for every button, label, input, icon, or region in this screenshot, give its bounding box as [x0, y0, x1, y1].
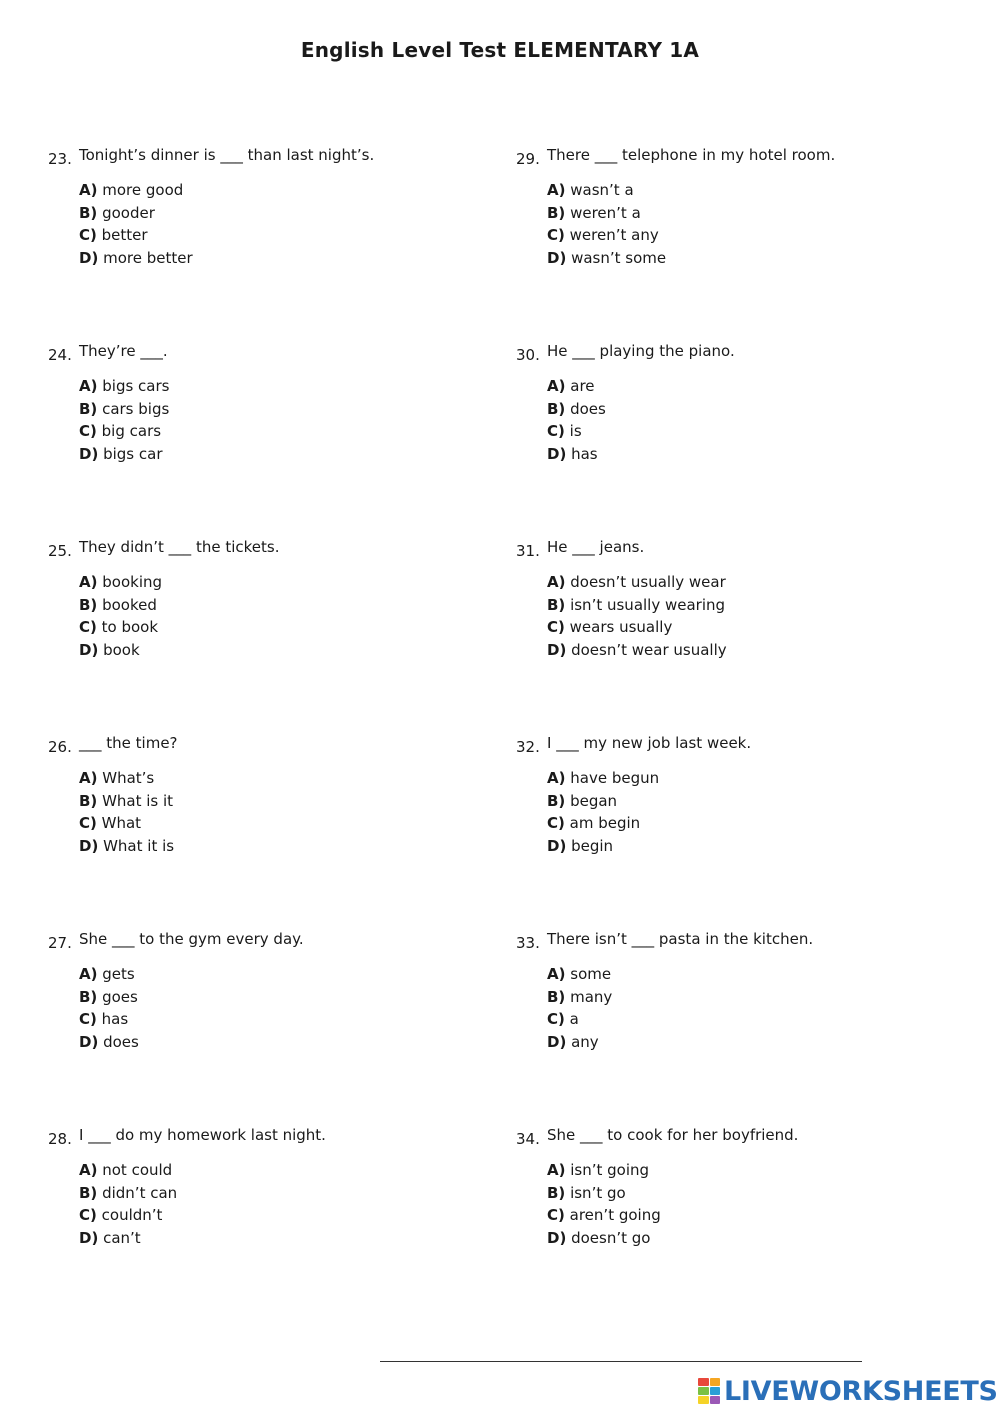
- option-label: am begin: [569, 814, 641, 833]
- question-item: [516, 146, 956, 268]
- answer-option[interactable]: [547, 204, 666, 227]
- option-label: gooder: [102, 203, 155, 222]
- option-letter: D): [79, 249, 99, 268]
- option-letter: C): [79, 1206, 97, 1225]
- answer-option[interactable]: [547, 1161, 661, 1184]
- answer-option[interactable]: [79, 181, 193, 204]
- option-letter: D): [547, 837, 567, 856]
- option-label: What it is: [103, 837, 175, 856]
- question-text: He ___ playing the piano.: [547, 342, 735, 360]
- answer-option[interactable]: [547, 377, 606, 400]
- option-letter: B): [547, 399, 566, 418]
- answer-option[interactable]: [79, 1010, 139, 1033]
- answer-options: [79, 769, 174, 860]
- answer-option[interactable]: [79, 965, 139, 988]
- logo-color-block: [710, 1387, 721, 1395]
- option-label: weren’t any: [569, 226, 659, 245]
- option-letter: C): [547, 1010, 565, 1029]
- question-text: They’re ___.: [79, 342, 168, 360]
- answer-option[interactable]: [79, 988, 139, 1011]
- option-letter: D): [79, 1229, 99, 1248]
- option-label: goes: [102, 987, 138, 1006]
- option-letter: B): [547, 1183, 566, 1202]
- question-item: [48, 538, 488, 660]
- option-letter: D): [547, 641, 567, 660]
- answer-options: [547, 1161, 661, 1252]
- answer-option[interactable]: [79, 400, 169, 423]
- question-text: She ___ to cook for her boyfriend.: [547, 1126, 799, 1144]
- answer-options: [547, 573, 727, 664]
- question-text: Tonight’s dinner is ___ than last night’s.: [79, 146, 375, 164]
- liveworksheets-logo[interactable]: [698, 1375, 998, 1407]
- question-text: I ___ do my homework last night.: [79, 1126, 326, 1144]
- option-letter: B): [79, 791, 98, 810]
- question-item: [516, 1126, 956, 1248]
- signature-line: [380, 1361, 862, 1362]
- question-number: 31.: [516, 542, 540, 560]
- option-letter: C): [79, 814, 97, 833]
- logo-color-block: [710, 1396, 721, 1404]
- answer-option[interactable]: [547, 181, 666, 204]
- option-label: many: [570, 987, 613, 1006]
- option-letter: C): [547, 422, 565, 441]
- answer-option[interactable]: [547, 837, 659, 860]
- answer-option[interactable]: [79, 618, 162, 641]
- option-label: better: [101, 226, 148, 245]
- option-label: does: [103, 1033, 139, 1052]
- option-letter: A): [547, 377, 566, 395]
- answer-option[interactable]: [547, 965, 612, 988]
- answer-option[interactable]: [79, 792, 174, 815]
- question-number: 29.: [516, 150, 540, 168]
- option-label: can’t: [103, 1229, 141, 1248]
- option-label: has: [571, 445, 598, 464]
- question-item: [48, 1126, 488, 1248]
- option-label: a: [569, 1010, 579, 1029]
- answer-option[interactable]: [547, 641, 727, 664]
- option-label: isn’t going: [570, 1161, 650, 1179]
- answer-option[interactable]: [547, 249, 666, 272]
- option-letter: C): [547, 618, 565, 637]
- logo-color-block: [698, 1396, 709, 1404]
- question-number: 26.: [48, 738, 72, 756]
- answer-option[interactable]: [547, 226, 666, 249]
- option-label: more better: [103, 249, 193, 268]
- option-letter: B): [79, 1183, 98, 1202]
- option-label: not could: [102, 1161, 173, 1179]
- answer-option[interactable]: [79, 814, 174, 837]
- option-label: book: [103, 641, 140, 660]
- answer-option[interactable]: [79, 596, 162, 619]
- answer-option[interactable]: [547, 1184, 661, 1207]
- option-label: have begun: [570, 769, 660, 787]
- option-letter: A): [79, 377, 98, 395]
- question-number: 25.: [48, 542, 72, 560]
- option-letter: D): [79, 445, 99, 464]
- option-letter: B): [79, 595, 98, 614]
- question-text: She ___ to the gym every day.: [79, 930, 304, 948]
- answer-option[interactable]: [547, 400, 606, 423]
- option-letter: C): [547, 814, 565, 833]
- question-item: [516, 538, 956, 660]
- option-label: wasn’t some: [571, 249, 667, 268]
- option-label: couldn’t: [101, 1206, 163, 1225]
- answer-option[interactable]: [79, 1033, 139, 1056]
- answer-option[interactable]: [79, 573, 162, 596]
- question-item: [48, 146, 488, 268]
- option-label: bigs car: [103, 445, 163, 464]
- option-label: any: [571, 1033, 599, 1052]
- answer-option[interactable]: [79, 1229, 177, 1252]
- logo-text: LIVEWORKSHEETS: [724, 1375, 998, 1407]
- answer-option[interactable]: [79, 1161, 177, 1184]
- question-item: [516, 342, 956, 464]
- answer-option[interactable]: [79, 204, 193, 227]
- answer-option[interactable]: [79, 837, 174, 860]
- option-label: doesn’t usually wear: [570, 573, 726, 591]
- option-letter: A): [547, 573, 566, 591]
- question-number: 23.: [48, 150, 72, 168]
- logo-color-block: [710, 1378, 721, 1386]
- option-letter: B): [79, 987, 98, 1006]
- question-item: [516, 734, 956, 856]
- question-number: 24.: [48, 346, 72, 364]
- option-label: wasn’t a: [570, 181, 634, 199]
- option-label: booked: [102, 595, 157, 614]
- option-label: isn’t go: [570, 1183, 626, 1202]
- option-label: to book: [101, 618, 159, 637]
- option-letter: A): [547, 181, 566, 199]
- answer-option[interactable]: [547, 573, 727, 596]
- answer-options: [79, 181, 193, 272]
- question-item: [516, 930, 956, 1052]
- answer-option[interactable]: [79, 249, 193, 272]
- option-label: has: [101, 1010, 129, 1029]
- option-letter: B): [79, 399, 98, 418]
- option-letter: A): [79, 769, 98, 787]
- option-label: What’s: [102, 769, 155, 787]
- option-label: What is it: [102, 791, 174, 810]
- logo-color-block: [698, 1378, 709, 1386]
- answer-option[interactable]: [79, 1184, 177, 1207]
- answer-options: [79, 1161, 177, 1252]
- option-label: is: [569, 422, 582, 441]
- option-label: are: [570, 377, 595, 395]
- answer-option[interactable]: [547, 769, 659, 792]
- question-text: I ___ my new job last week.: [547, 734, 752, 752]
- question-item: [48, 734, 488, 856]
- liveworksheets-logo-icon: [698, 1378, 720, 1404]
- option-letter: A): [547, 769, 566, 787]
- option-label: doesn’t wear usually: [571, 641, 727, 660]
- answer-option[interactable]: [547, 988, 612, 1011]
- question-number: 28.: [48, 1130, 72, 1148]
- option-label: didn’t can: [102, 1183, 178, 1202]
- answer-option[interactable]: [547, 618, 727, 641]
- option-letter: C): [79, 422, 97, 441]
- answer-options: [547, 769, 659, 860]
- answer-options: [547, 181, 666, 272]
- answer-options: [79, 965, 139, 1056]
- option-letter: C): [547, 226, 565, 245]
- answer-option[interactable]: [547, 1010, 612, 1033]
- option-letter: D): [79, 1033, 99, 1052]
- option-label: does: [570, 399, 606, 418]
- option-letter: C): [79, 1010, 97, 1029]
- question-number: 30.: [516, 346, 540, 364]
- option-label: big cars: [101, 422, 162, 441]
- option-letter: C): [79, 618, 97, 637]
- question-text: There isn’t ___ pasta in the kitchen.: [547, 930, 814, 948]
- question-item: [48, 930, 488, 1052]
- option-label: aren’t going: [569, 1206, 661, 1225]
- option-label: weren’t a: [570, 203, 641, 222]
- question-number: 27.: [48, 934, 72, 952]
- option-label: cars bigs: [102, 399, 170, 418]
- option-label: isn’t usually wearing: [570, 595, 726, 614]
- option-label: doesn’t go: [571, 1229, 651, 1248]
- option-letter: B): [79, 203, 98, 222]
- option-letter: A): [547, 1161, 566, 1179]
- option-label: What: [101, 814, 142, 833]
- option-letter: A): [547, 965, 566, 983]
- answer-option[interactable]: [79, 445, 169, 468]
- answer-option[interactable]: [547, 1206, 661, 1229]
- option-letter: B): [547, 203, 566, 222]
- option-label: wears usually: [569, 618, 673, 637]
- option-letter: D): [79, 641, 99, 660]
- answer-option[interactable]: [79, 641, 162, 664]
- answer-option[interactable]: [547, 596, 727, 619]
- answer-option[interactable]: [547, 792, 659, 815]
- answer-option[interactable]: [79, 226, 193, 249]
- answer-options: [79, 377, 169, 468]
- option-label: more good: [102, 181, 184, 199]
- question-text: ___ the time?: [79, 734, 178, 752]
- option-letter: D): [547, 249, 567, 268]
- answer-option[interactable]: [79, 769, 174, 792]
- question-number: 34.: [516, 1130, 540, 1148]
- question-number: 33.: [516, 934, 540, 952]
- answer-option[interactable]: [547, 1229, 661, 1252]
- option-letter: C): [547, 1206, 565, 1225]
- option-letter: A): [79, 181, 98, 199]
- answer-option[interactable]: [79, 422, 169, 445]
- option-label: bigs cars: [102, 377, 170, 395]
- option-label: begin: [571, 837, 614, 856]
- option-letter: A): [79, 965, 98, 983]
- option-letter: C): [79, 226, 97, 245]
- option-letter: D): [547, 445, 567, 464]
- page-title: English Level Test ELEMENTARY 1A: [300, 38, 700, 62]
- answer-option[interactable]: [79, 377, 169, 400]
- answer-options: [547, 377, 606, 468]
- option-label: booking: [102, 573, 163, 591]
- option-letter: D): [547, 1033, 567, 1052]
- question-text: There ___ telephone in my hotel room.: [547, 146, 836, 164]
- option-letter: D): [547, 1229, 567, 1248]
- option-letter: B): [547, 987, 566, 1006]
- answer-option[interactable]: [547, 445, 606, 468]
- answer-option[interactable]: [547, 1033, 612, 1056]
- option-label: gets: [102, 965, 135, 983]
- question-text: He ___ jeans.: [547, 538, 645, 556]
- answer-options: [79, 573, 162, 664]
- option-label: some: [570, 965, 612, 983]
- option-letter: B): [547, 595, 566, 614]
- option-label: began: [570, 791, 618, 810]
- logo-color-block: [698, 1387, 709, 1395]
- answer-option[interactable]: [547, 814, 659, 837]
- question-number: 32.: [516, 738, 540, 756]
- answer-option[interactable]: [547, 422, 606, 445]
- answer-options: [547, 965, 612, 1056]
- answer-option[interactable]: [79, 1206, 177, 1229]
- option-letter: B): [547, 791, 566, 810]
- option-letter: A): [79, 573, 98, 591]
- question-text: They didn’t ___ the tickets.: [79, 538, 280, 556]
- question-item: [48, 342, 488, 464]
- option-letter: D): [79, 837, 99, 856]
- option-letter: A): [79, 1161, 98, 1179]
